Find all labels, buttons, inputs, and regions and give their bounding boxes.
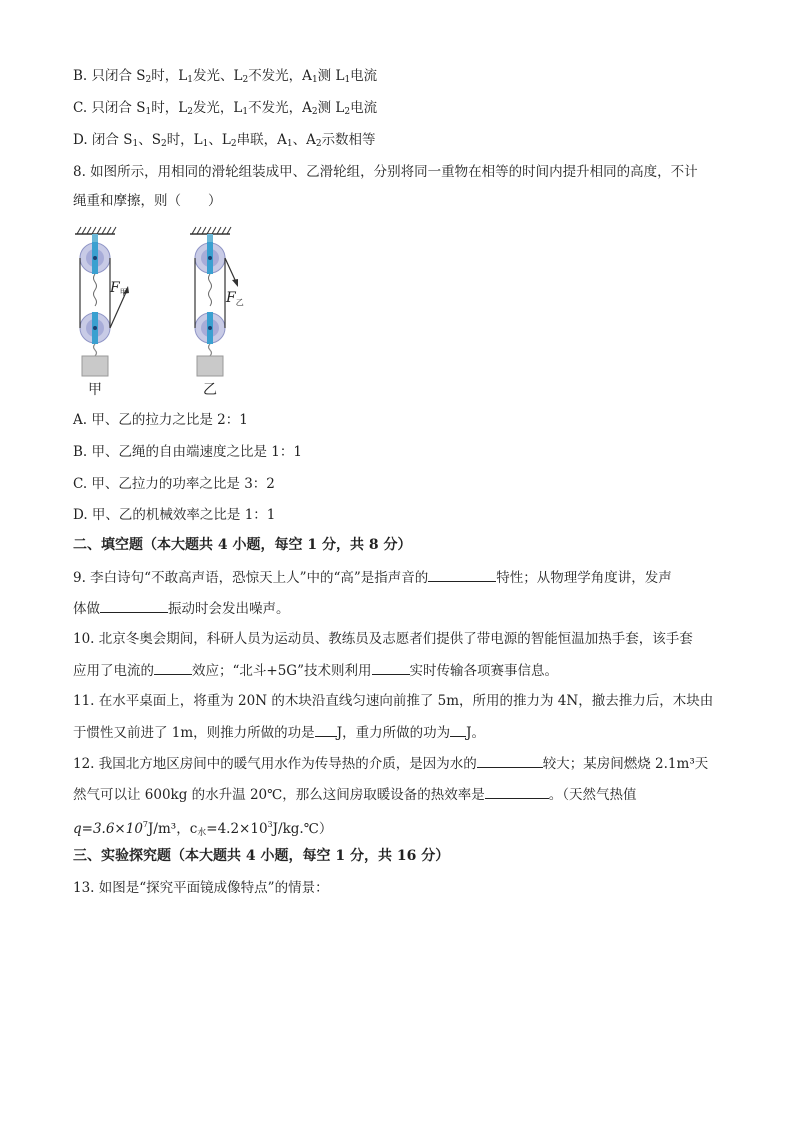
section-2-heading: 二、填空题（本大题共 4 小题，每空 1 分，共 8 分） bbox=[73, 537, 412, 553]
text: 于惯性又前进了 1m，则推力所做的功是 bbox=[73, 725, 315, 741]
text: 不发光，A bbox=[248, 100, 312, 116]
q8-option-a: A. 甲、乙的拉力之比是 2：1 bbox=[73, 412, 248, 428]
answer-blank[interactable] bbox=[315, 722, 337, 737]
text: 时，L bbox=[151, 68, 188, 84]
subscript: 1 bbox=[187, 75, 193, 85]
text: 实时传输各项赛事信息。 bbox=[409, 663, 558, 679]
q8-option-c: C. 甲、乙拉力的功率之比是 3：2 bbox=[73, 476, 275, 492]
subscript: 2 bbox=[242, 75, 249, 85]
figure-label-yi: 乙 bbox=[203, 382, 217, 398]
text: 时，L bbox=[166, 132, 203, 148]
text: 较大；某房间燃烧 2.1m³天 bbox=[542, 756, 709, 772]
subscript: 1 bbox=[344, 75, 351, 85]
q8-stem-line2: 绳重和摩擦，则（ ） bbox=[73, 193, 222, 209]
option-d bbox=[73, 130, 376, 154]
text: 发光、L bbox=[192, 68, 243, 84]
text: 时，L bbox=[151, 100, 188, 116]
section-3-heading: 三、实验探究题（本大题共 4 小题，每空 1 分，共 16 分） bbox=[73, 848, 450, 864]
subscript: 2 bbox=[315, 139, 322, 149]
text: 电流 bbox=[350, 100, 378, 116]
force-label-jia: $F_甲$ bbox=[110, 280, 128, 297]
subscript: 1 bbox=[132, 139, 139, 149]
text: 测 L bbox=[317, 100, 345, 116]
answer-blank[interactable] bbox=[485, 784, 549, 799]
text: 特性；从物理学角度讲，发声 bbox=[496, 570, 672, 586]
text: 振动时会发出噪声。 bbox=[168, 601, 290, 617]
answer-blank[interactable] bbox=[154, 660, 192, 675]
text: 不发光，A bbox=[248, 68, 312, 84]
option-b bbox=[73, 66, 377, 90]
subscript: 2 bbox=[187, 107, 193, 117]
subscript: 1 bbox=[145, 107, 152, 117]
text: B. 只闭合 S bbox=[73, 68, 146, 84]
figure-label-jia: 甲 bbox=[88, 382, 102, 398]
pulley-figure bbox=[70, 222, 250, 402]
answer-blank[interactable] bbox=[450, 722, 466, 737]
q11-line1: 11. 在水平桌面上，将重为 20N 的木块沿直线匀速向前推了 5m，所用的推力为 4N，撤去推力后，木块由 bbox=[73, 693, 714, 709]
text: 示数相等 bbox=[321, 132, 376, 148]
text: 效应；“北斗+5G”技术则利用 bbox=[192, 663, 372, 679]
superscript: 3 bbox=[267, 820, 273, 829]
text: J/kg.℃） bbox=[272, 821, 333, 837]
text: J，重力所做的功为 bbox=[336, 725, 451, 741]
text: =4.2×10 bbox=[206, 821, 268, 837]
subscript: 2 bbox=[230, 139, 237, 149]
q10-line1: 10. 北京冬奥会期间，科研人员为运动员、教练员及志愿者们提供了带电源的智能恒温加热手套，该手套 bbox=[73, 631, 693, 647]
text: J。 bbox=[466, 725, 486, 741]
text: 体做 bbox=[73, 601, 100, 617]
q10-line2 bbox=[73, 660, 558, 681]
text: 电流 bbox=[350, 68, 378, 84]
text: 发光，L bbox=[192, 100, 243, 116]
text: D. 闭合 S bbox=[73, 132, 133, 148]
text: 。（天然气热值 bbox=[548, 787, 637, 803]
q8-option-d: D. 甲、乙的机械效率之比是 1：1 bbox=[73, 507, 276, 523]
text: 然气可以让 600kg 的水升温 20℃，那么这间房取暖设备的热效率是 bbox=[73, 787, 485, 803]
text: q=3.6×10 bbox=[73, 821, 143, 837]
q12-line2 bbox=[73, 784, 637, 805]
subscript: 2 bbox=[145, 75, 152, 85]
subscript: 2 bbox=[160, 139, 167, 149]
answer-blank[interactable] bbox=[428, 567, 496, 582]
text: 、S bbox=[138, 132, 161, 148]
subscript: 1 bbox=[202, 139, 209, 149]
q12-line1 bbox=[73, 753, 708, 774]
text: C. 只闭合 S bbox=[73, 100, 146, 116]
pulley-system-jia bbox=[75, 227, 129, 398]
subscript: 1 bbox=[286, 139, 293, 149]
text: 9. 李白诗句“不敢高声语，恐惊天上人”中的“高”是指声音的 bbox=[73, 570, 429, 586]
answer-blank[interactable] bbox=[372, 660, 410, 675]
pulley-system-yi bbox=[190, 227, 244, 398]
q9-line1 bbox=[73, 567, 672, 588]
subscript: 2 bbox=[311, 107, 318, 117]
q11-line2 bbox=[73, 722, 485, 743]
option-c bbox=[73, 98, 377, 122]
subscript: 1 bbox=[311, 75, 318, 85]
force-label-yi: $F_乙$ bbox=[226, 290, 244, 307]
text: 、L bbox=[208, 132, 231, 148]
text: 串联，A bbox=[236, 132, 287, 148]
answer-blank[interactable] bbox=[477, 753, 543, 768]
text: 应用了电流的 bbox=[73, 663, 154, 679]
subscript: 1 bbox=[242, 107, 249, 117]
text: 测 L bbox=[317, 68, 345, 84]
text: J/m³，c bbox=[148, 821, 198, 837]
q9-line2 bbox=[73, 598, 290, 619]
subscript: 2 bbox=[344, 107, 351, 117]
text: 12. 我国北方地区房间中的暖气用水作为传导热的介质，是因为水的 bbox=[73, 756, 477, 772]
q8-option-b: B. 甲、乙绳的自由端速度之比是 1：1 bbox=[73, 444, 302, 460]
q13-stem: 13. 如图是“探究平面镜成像特点”的情景： bbox=[73, 880, 329, 896]
q12-line3 bbox=[73, 815, 332, 843]
q8-stem-line1: 8. 如图所示，用相同的滑轮组装成甲、乙滑轮组，分别将同一重物在相等的时间内提升相同的高度，不计 bbox=[73, 164, 698, 180]
text: 、A bbox=[292, 132, 316, 148]
answer-blank[interactable] bbox=[100, 598, 168, 613]
superscript: 7 bbox=[142, 820, 149, 829]
subscript: 水 bbox=[197, 828, 207, 838]
